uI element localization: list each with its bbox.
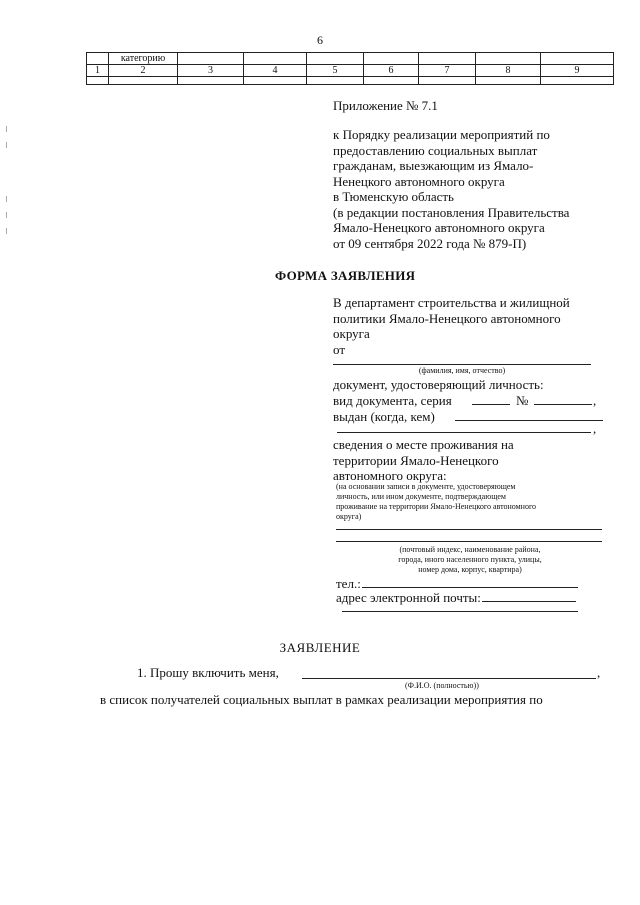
table-cell: категорию: [109, 53, 178, 65]
table-cell: 7: [419, 65, 476, 77]
page-number: 6: [317, 33, 323, 47]
order-line: от 09 сентября 2022 года № 879-П): [333, 235, 527, 251]
email-field-line-2[interactable]: [342, 611, 578, 612]
table-row: [87, 53, 614, 65]
residence-note-line: личность, или ином документе, подтверждающем: [336, 492, 506, 501]
issued-field-line[interactable]: [455, 420, 603, 421]
residence-block: [333, 437, 514, 484]
residence-line: автономного округа:: [333, 468, 447, 483]
statement-title: ЗАЯВЛЕНИЕ: [279, 640, 361, 655]
addressee-line: от: [333, 341, 346, 357]
order-line: гражданам, выезжающим из Ямало-: [333, 158, 534, 173]
order-line: Ямало-Ненецкого автономного округа: [333, 220, 545, 235]
table-cell: 1: [87, 65, 109, 77]
address-caption: [345, 545, 595, 575]
table-cell: 2: [109, 65, 178, 77]
addressee-block: [333, 295, 570, 357]
addressee-line: округа: [333, 326, 370, 341]
fio-caption: (фамилия, имя, отчество): [418, 366, 506, 375]
order-line: в Тюменскую область: [333, 189, 454, 204]
margin-mark: [6, 126, 7, 132]
table-row: [87, 65, 614, 77]
table-cell: 4: [244, 65, 307, 77]
doc-number-field-line[interactable]: [534, 404, 592, 405]
address-caption-line: номер дома, корпус, квартира): [418, 565, 522, 574]
full-name-field-line[interactable]: [302, 678, 596, 679]
phone-label: тел.:: [336, 576, 361, 591]
residence-note-line: проживание на территории Ямало-Ненецкого автономного: [336, 502, 537, 511]
email-label: адрес электронной почты:: [336, 590, 481, 605]
order-line: к Порядку реализации мероприятий по: [333, 127, 550, 142]
top-table: [86, 52, 614, 85]
residence-note: [336, 482, 536, 522]
addressee-line: В департамент строительства и жилищной: [333, 295, 570, 310]
fio-field-line[interactable]: [333, 364, 591, 365]
issued-label: выдан (когда, кем): [333, 409, 435, 424]
residence-line: сведения о месте проживания на: [333, 437, 514, 452]
order-line: предоставлению социальных выплат: [333, 142, 538, 158]
doc-type-label: вид документа, серия: [333, 393, 452, 408]
request-text-continued: в список получателей социальных выплат в рамках реализации мероприятия по: [100, 692, 543, 707]
table-cell: 9: [541, 65, 614, 77]
doc-series-field-line[interactable]: [472, 404, 510, 405]
full-name-caption: (Ф.И.О. (полностью)): [405, 681, 479, 690]
doc-number-label: №: [516, 393, 529, 408]
address-field-line-2[interactable]: [336, 541, 602, 542]
table-row: [87, 77, 614, 85]
order-reference: [333, 127, 569, 251]
form-title: ФОРМА ЗАЯВЛЕНИЯ: [275, 268, 416, 283]
appendix-label: Приложение № 7.1: [333, 98, 438, 113]
margin-mark: [6, 142, 7, 148]
request-text: 1. Прошу включить меня,: [137, 665, 279, 680]
margin-mark: [6, 228, 7, 234]
id-document-label: документ, удостоверяющий личность:: [333, 377, 544, 392]
addressee-line: политики Ямало-Ненецкого автономного: [333, 310, 561, 326]
issued-field-line-2[interactable]: [337, 432, 591, 433]
phone-field-line[interactable]: [362, 587, 578, 588]
margin-mark: [6, 196, 7, 202]
order-line: Ненецкого автономного округа: [333, 173, 505, 189]
table-cell: 3: [178, 65, 244, 77]
table-cell: 8: [476, 65, 541, 77]
residence-note-line: (на основании записи в документе, удостоверяющем: [336, 482, 516, 491]
address-caption-line: города, иного населенного пункта, улицы,: [398, 555, 542, 564]
table-cell: 5: [307, 65, 364, 77]
address-caption-line: (почтовый индекс, наименование района,: [399, 545, 541, 554]
margin-mark: [6, 212, 7, 218]
table-cell: 6: [364, 65, 419, 77]
order-line: (в редакции постановления Правительства: [333, 204, 570, 220]
address-field-line[interactable]: [336, 529, 602, 530]
residence-line: территории Ямало-Ненецкого: [333, 452, 499, 468]
email-field-line[interactable]: [482, 601, 576, 602]
residence-note-line: округа): [336, 512, 362, 521]
